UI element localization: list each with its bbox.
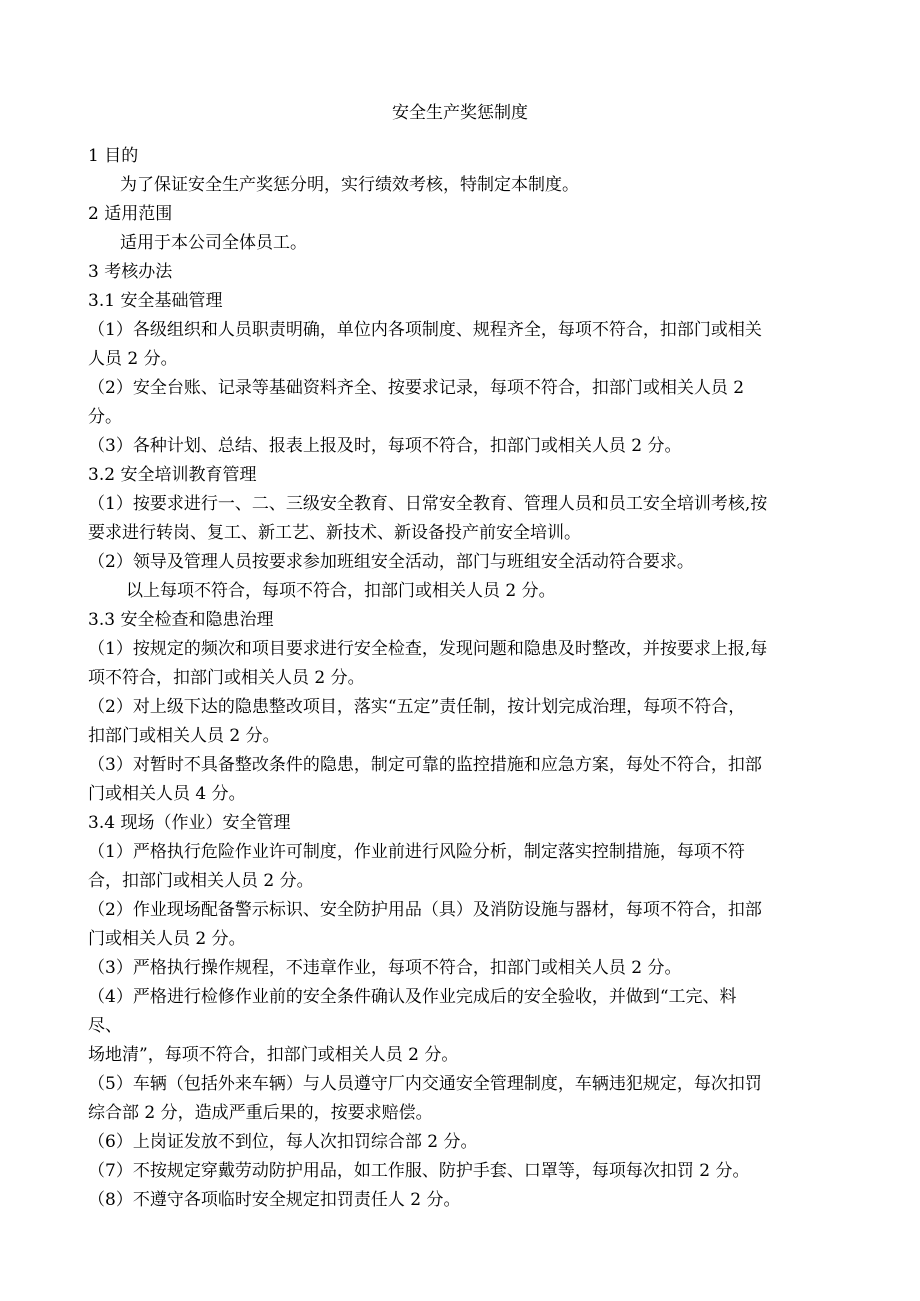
text-line: 3.4 现场（作业）安全管理 [88,813,291,833]
text-line: （1）按规定的频次和项目要求进行安全检查，发现问题和隐患及时整改，并按要求上报,每 [88,639,768,659]
text-line: 分。 [88,407,122,427]
text-line: 为了保证安全生产奖惩分明，实行绩效考核，特制定本制度。 [120,175,579,195]
text-line: （1）按要求进行一、二、三级安全教育、日常安全教育、管理人员和员工安全培训考核,按 [88,494,768,514]
text-line: 扣部门或相关人员 2 分。 [88,726,280,746]
text-line: （1）严格执行危险作业许可制度，作业前进行风险分析，制定落实控制措施，每项不符 [88,842,745,862]
text-line: （6）上岗证发放不到位，每人次扣罚综合部 2 分。 [88,1132,478,1152]
document-body [88,142,834,1215]
text-line: 合，扣部门或相关人员 2 分。 [88,871,314,891]
text-line: 2 适用范围 [88,204,173,224]
text-line: 以上每项不符合，每项不符合，扣部门或相关人员 2 分。 [126,581,556,601]
text-line: 1 目的 [88,146,139,166]
text-line: （2）对上级下达的隐患整改项目，落实“五定”责任制，按计划完成治理，每项不符合， [88,697,746,717]
text-line: 3.1 安全基础管理 [88,291,223,311]
text-line: （7）不按规定穿戴劳动防护用品，如工作服、防护手套、口罩等，每项每次扣罚 2 分。 [88,1161,750,1181]
text-line: 尽、 [88,1016,122,1036]
text-line: 场地清”，每项不符合，扣部门或相关人员 2 分。 [88,1045,459,1065]
text-line: （1）各级组织和人员职责明确，单位内各项制度、规程齐全，每项不符合，扣部门或相关 [88,320,762,340]
text-line: （5）车辆（包括外来车辆）与人员遵守厂内交通安全管理制度，车辆违犯规定，每次扣罚 [88,1074,762,1094]
text-line: 3.2 安全培训教育管理 [88,465,257,485]
text-line: 综合部 2 分，造成严重后果的，按要求赔偿。 [88,1103,433,1123]
text-line: （8）不遵守各项临时安全规定扣罚责任人 2 分。 [88,1190,461,1210]
text-line: 门或相关人员 4 分。 [88,784,246,804]
text-line: 人员 2 分。 [88,349,178,369]
text-line: （3）各种计划、总结、报表上报及时，每项不符合，扣部门或相关人员 2 分。 [88,436,682,456]
text-line: 项不符合，扣部门或相关人员 2 分。 [88,668,365,688]
document-title: 安全生产奖惩制度 [392,103,528,123]
text-line: 3.3 安全检查和隐患治理 [88,610,274,630]
text-line: （4）严格进行检修作业前的安全条件确认及作业完成后的安全验收，并做到“工完、料 [88,987,737,1007]
text-line: 门或相关人员 2 分。 [88,929,246,949]
text-line: （2）领导及管理人员按要求参加班组安全活动，部门与班组安全活动符合要求。 [88,552,694,572]
text-line: （3）对暂时不具备整改条件的隐患，制定可靠的监控措施和应急方案，每处不符合，扣部 [88,755,762,775]
text-line: （2）安全台账、记录等基础资料齐全、按要求记录，每项不符合，扣部门或相关人员 2 [88,378,745,398]
text-line: （3）严格执行操作规程，不违章作业，每项不符合，扣部门或相关人员 2 分。 [88,958,682,978]
text-line: 适用于本公司全体员工。 [120,233,307,253]
text-line: 要求进行转岗、复工、新工艺、新技术、新设备投产前安全培训。 [88,523,581,543]
text-line: （2）作业现场配备警示标识、安全防护用品（具）及消防设施与器材，每项不符合，扣部 [88,900,762,920]
text-line: 3 考核办法 [88,262,173,282]
